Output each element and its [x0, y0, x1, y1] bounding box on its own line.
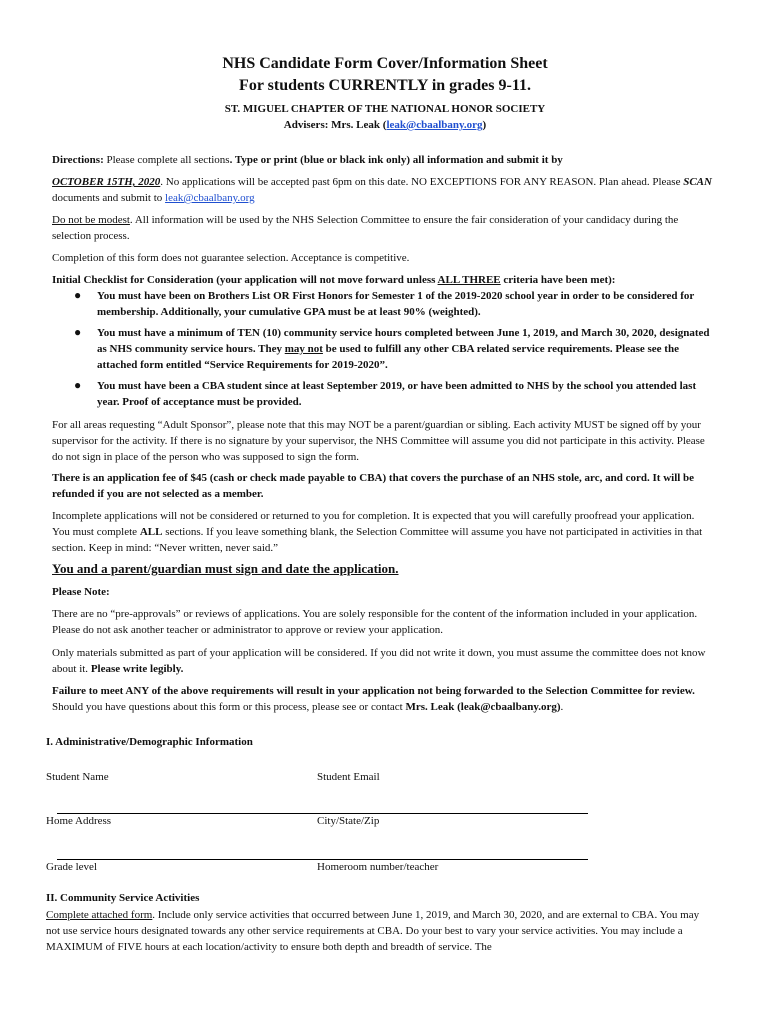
materials-paragraph: Only materials submitted as part of your application will be considered. If you did not write it down, you must assume the committee does not know about it. Please write legibly.: [52, 647, 706, 675]
section-2-heading: II. Community Service Activities: [46, 892, 200, 904]
page-title: NHS Candidate Form Cover/Information Sheet: [222, 55, 548, 72]
bullet-icon: ●: [74, 288, 82, 302]
section-1-heading: I. Administrative/Demographic Information: [46, 736, 253, 748]
city-state-zip-label: City/State/Zip: [317, 815, 380, 827]
advisers-line: Advisers: Mrs. Leak (leak@cbaalbany.org): [283, 119, 487, 131]
directions-paragraph: Directions: Please complete all sections. Type or print (blue or black ink only) all information and submit it by: [52, 154, 563, 166]
failure-paragraph: Failure to meet ANY of the above requirements will result in your application not being forwarded to the Selection Committee for review. Should you have questions about this form or this process, please see or contact Mrs. Leak (leak@cbaalbany.org).: [52, 685, 695, 713]
bullet-icon: ●: [74, 325, 82, 339]
checklist-item: You must have been a CBA student since at least September 2019, or have been admitted to NHS by the school you attended last year. Proof of acceptance must be provided.: [97, 380, 697, 408]
directions-label: Directions:: [52, 154, 104, 166]
attached-form-link[interactable]: Complete attached form: [46, 909, 153, 921]
home-address-label: Home Address: [46, 815, 112, 827]
deadline-date: OCTOBER 15TH, 2020: [52, 176, 161, 188]
homeroom-label: Homeroom number/teacher: [317, 861, 439, 873]
submit-email-link[interactable]: leak@cbaalbany.org: [165, 192, 255, 204]
section-2-paragraph: Complete attached form. Include only service activities that occurred between June 1, 2019, and March 30, 2020, and are external to CBA. You may not use service hours designated towards any other service requirements at CBA. Do your best to vary your service activities. You may include a MAXIMUM of FIVE hours at each location/activity to ensure both depth and breadth of service. The: [46, 909, 700, 953]
checklist-item: You must have been on Brothers List OR First Honors for Semester 1 of the 2019-2020 school year in order to be considered for membership. Additionally, your cumulative GPA must be at least 90% (weighted).: [97, 290, 695, 318]
please-note-paragraph: There are no “pre-approvals” or reviews of applications. You are solely responsible for the content of the information included in your application. Please do not ask another teacher or administrator to approve or review your application.: [52, 608, 698, 636]
completion-note: Completion of this form does not guarantee selection. Acceptance is competitive.: [52, 252, 410, 264]
please-note-label: Please Note:: [52, 586, 110, 598]
fee-paragraph: There is an application fee of $45 (cash or check made payable to CBA) that covers the purchase of an NHS stole, arc, and cord. It will be refunded if you are not selected as a member.: [52, 472, 695, 500]
grade-level-label: Grade level: [46, 861, 97, 873]
incomplete-paragraph: Incomplete applications will not be considered or returned to you for completion. It is expected that you will carefully proofread your application. You must complete ALL sections. If you leave something blank, the Selection Committee will assume you have not participated in activities in that section. Keep in mind: “Never written, never said.”: [52, 510, 703, 554]
checklist-item: You must have a minimum of TEN (10) community service hours completed between June 1, 2019, and March 30, 2020, designated as NHS community service hours. They may not be used to fulfill any other CBA related service requirements. Please see the attached form entitled “Service Requirements for 2019-2020”.: [97, 327, 710, 371]
chapter-name: ST. MIGUEL CHAPTER OF THE NATIONAL HONOR SOCIETY: [224, 103, 546, 115]
bullet-icon: ●: [74, 378, 82, 392]
name-email-line[interactable]: [57, 813, 588, 814]
modest-paragraph: Do not be modest. All information will be used by the NHS Selection Committee to ensure the fair consideration of your candidacy during the selection process.: [52, 214, 679, 242]
student-email-label: Student Email: [317, 771, 380, 783]
modest-label: Do not be modest: [52, 214, 130, 226]
advisers-email-link[interactable]: leak@cbaalbany.org: [386, 119, 483, 131]
adult-sponsor-paragraph: For all areas requesting “Adult Sponsor”, please note that this may NOT be a parent/guardian or sibling. Each activity MUST be signed off by your supervisor for the activity. If there is no signature by your supervisor, the NHS Committee will assume you did not participate in this activity. Please do not sign in place of the person who was supposed to sign the form.: [52, 419, 705, 463]
checklist-heading: Initial Checklist for Consideration (your application will not move forward unless ALL THREE criteria have been met):: [52, 274, 616, 286]
sign-notice: You and a parent/guardian must sign and date the application.: [52, 561, 399, 576]
deadline-paragraph: OCTOBER 15TH, 2020. No applications will be accepted past 6pm on this date. NO EXCEPTIONS FOR ANY REASON. Plan ahead. Please SCAN documents and submit to leak@cbaalbany.org: [52, 176, 712, 204]
student-name-label: Student Name: [46, 771, 109, 783]
address-line[interactable]: [57, 859, 588, 860]
page-subtitle: For students CURRENTLY in grades 9-11.: [239, 77, 531, 94]
